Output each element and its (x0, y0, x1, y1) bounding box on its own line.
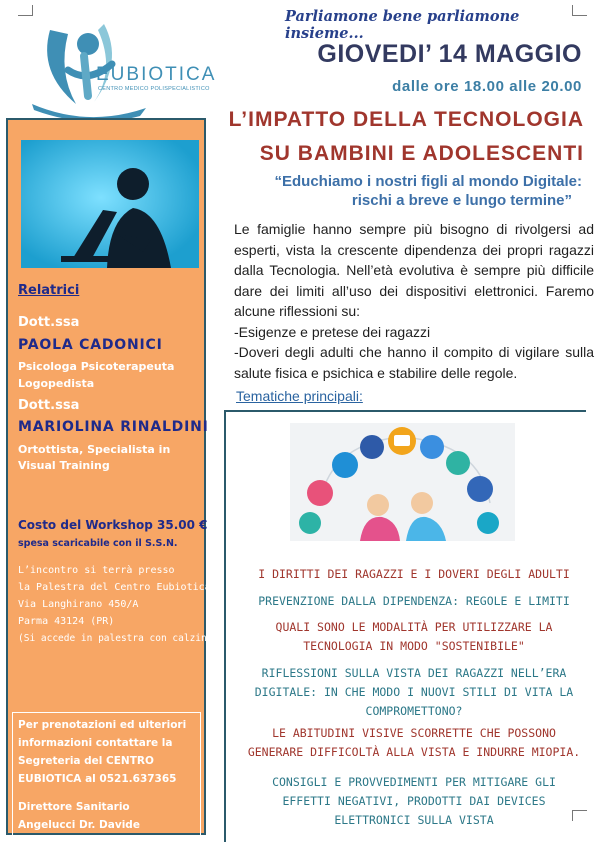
title-line: SU BAMBINI E ADOLESCENTI (259, 142, 584, 165)
event-time: dalle ore 18.00 alle 20.00 (392, 78, 582, 95)
topic-line: ELETTRONICI SULLA VISTA (334, 813, 494, 827)
topic-line: QUALI SONO LE MODALITÀ PER UTILIZZARE LA (275, 620, 553, 634)
workshop-cost: Costo del Workshop 35.00 € (18, 518, 208, 532)
intro-paragraph: Le famiglie hanno sempre più bisogno di rivolgersi ad esperti, vista la crescente dipendenza dei propri ragazzi dalla Tecnologia. Nell’età evolutiva è sempre più difficile dare dei limiti all’uso dei dispositivi elettronici. Faremo alcune riflessioni su: (234, 221, 594, 319)
intro-point: -Esigenze e pretese dei ragazzi (234, 323, 431, 340)
director-label: Direttore Sanitario (18, 801, 130, 813)
topic-line: GENERARE DIFFICOLTÀ ALLA VISTA E INDURRE MIOPIA. (247, 745, 581, 759)
intro-point: -Doveri degli adulti che hanno il compito di vigilare sulla salute fisica e psichica e stabilire delle regole. (234, 344, 594, 381)
venue-line: Via Langhirano 450/A (18, 599, 139, 610)
speaker2-name: MARIOLINA RINALDINI (18, 419, 209, 435)
quote-line: “Educhiamo i nostri figli al mondo Digitale: (274, 173, 582, 190)
booking-line: Segreteria del CENTRO (18, 755, 154, 767)
quote (252, 172, 582, 210)
hero-image (21, 140, 199, 268)
venue-line: L’incontro si terrà presso (18, 565, 175, 576)
quote-line: rischi a breve e lungo termine” (351, 192, 572, 209)
topic-line: LE ABITUDINI VISIVE SCORRETTE CHE POSSONO (272, 726, 556, 740)
speaker1-role2: Logopedista (18, 377, 95, 390)
booking-line: informazioni contattare la (18, 737, 173, 749)
venue-line: (Si accede in palestra con calzine) (18, 633, 219, 644)
eubiotica-logo (28, 12, 218, 124)
cost-note: spesa scaricabile con il S.S.N. (18, 538, 178, 549)
speaker1-title: Dott.ssa (18, 315, 80, 330)
venue-line: Parma 43124 (PR) (18, 616, 115, 627)
title-line: L’IMPATTO DELLA TECNOLOGIA (228, 108, 584, 131)
topics-image (290, 423, 515, 541)
speaker2-role: Ortottista, Specialista in Visual Training (18, 443, 171, 472)
topic-line: PREVENZIONE DALLA DIPENDENZA: REGOLE E LIMITI (258, 594, 570, 608)
social-media-icons (290, 423, 515, 541)
child-laptop-silhouette (21, 140, 199, 268)
intro-text (234, 219, 594, 383)
relatrici-label: Relatrici (18, 283, 80, 298)
topic-line: CONSIGLI E PROVVEDIMENTI PER MITIGARE GLI (272, 775, 556, 789)
topic-line: TECNOLOGIA IN MODO "SOSTENIBILE" (303, 639, 525, 653)
topic-line: EFFETTI NEGATIVI, PRODOTTI DAI DEVICES (282, 794, 546, 808)
topics-label: Tematiche principali: (236, 388, 363, 404)
event-date: GIOVEDI’ 14 MAGGIO (317, 40, 582, 68)
tagline: Parliamone bene parliamone insieme... (285, 8, 520, 42)
booking-line: EUBIOTICA al 0521.637365 (18, 773, 177, 785)
logo-subtitle: CENTRO MEDICO POLISPECIALISTICO (98, 86, 210, 92)
venue-line: la Palestra del Centro Eubiotica (18, 582, 211, 593)
director-name: Angelucci Dr. Davide (18, 819, 140, 831)
topic-line: RIFLESSIONI SULLA VISTA DEI RAGAZZI NELL’ERA (261, 666, 567, 680)
topic-line: DIGITALE: IN CHE MODO I NUOVI STILI DI VITA LA (254, 685, 574, 699)
topic-line: I DIRITTI DEI RAGAZZI E I DOVERI DEGLI ADULTI (258, 567, 570, 581)
logo-name: EUBIOTICA (96, 64, 217, 85)
speaker2-title: Dott.ssa (18, 398, 80, 413)
speaker1-name: PAOLA CADONICI (18, 337, 163, 353)
speaker1-role1: Psicologa Psicoterapeuta (18, 360, 175, 373)
booking-line: Per prenotazioni ed ulteriori (18, 719, 187, 731)
topic-line: COMPROMETTONO? (365, 704, 463, 718)
